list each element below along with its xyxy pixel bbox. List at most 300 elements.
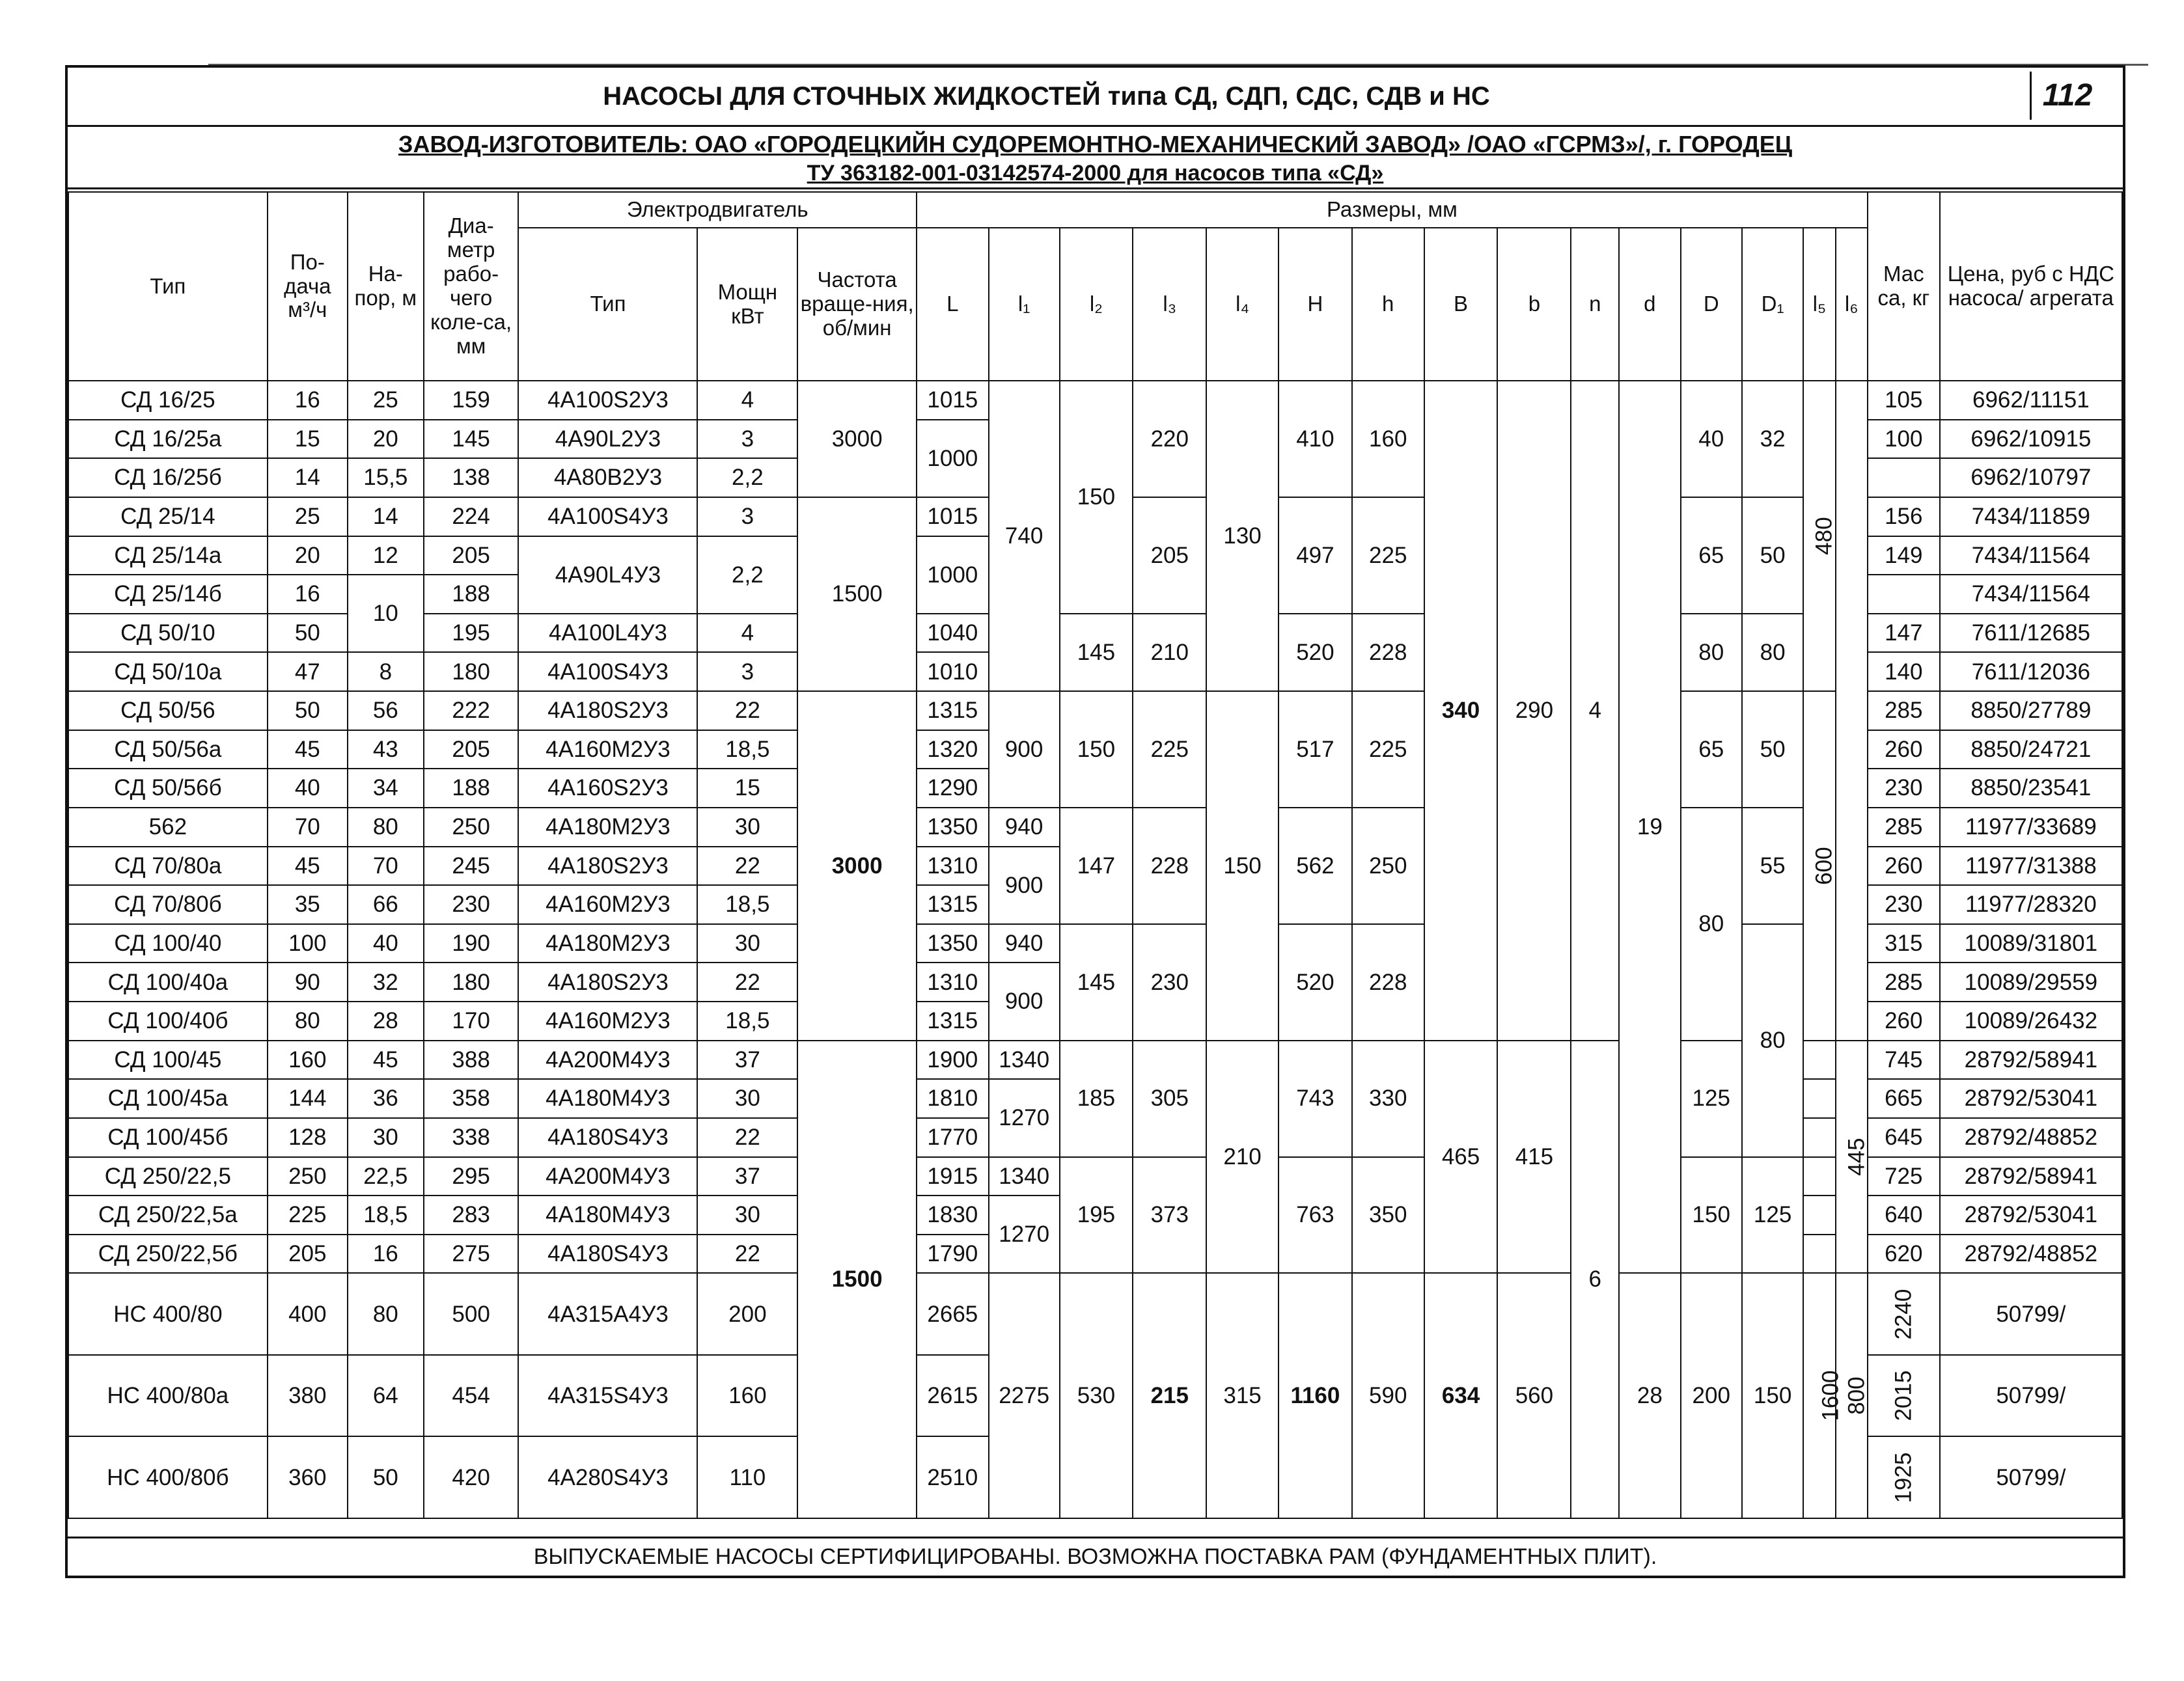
cell-L: 1915 bbox=[917, 1157, 989, 1196]
cell-l5-empty bbox=[1803, 1235, 1835, 1274]
hdr-speed: Частота враще-ния, об/мин bbox=[797, 228, 917, 381]
cell-type: СД 100/45а bbox=[68, 1079, 268, 1118]
cell-D: 65 bbox=[1681, 497, 1742, 614]
cell-L: 1310 bbox=[917, 847, 989, 886]
cell-h-dim: 225 bbox=[1352, 691, 1424, 808]
cell-l5-empty bbox=[1803, 1157, 1835, 1196]
cell-price: 50799/ bbox=[1940, 1273, 2122, 1355]
cell-motor: 4А180S2У3 bbox=[518, 691, 697, 730]
cell-flow: 45 bbox=[268, 847, 348, 886]
cell-H: 743 bbox=[1279, 1041, 1352, 1157]
cell-price: 50799/ bbox=[1940, 1355, 2122, 1437]
cell-head: 16 bbox=[348, 1235, 424, 1274]
cell-mass: 285 bbox=[1868, 963, 1940, 1002]
cell-L: 1315 bbox=[917, 691, 989, 730]
cell-D1: 150 bbox=[1742, 1273, 1803, 1518]
cell-mass: 260 bbox=[1868, 1002, 1940, 1041]
cell-motor: 4А160S2У3 bbox=[518, 769, 697, 808]
hdr-n: n bbox=[1571, 228, 1619, 381]
cell-D: 200 bbox=[1681, 1273, 1742, 1518]
cell-mass bbox=[1868, 1436, 1940, 1518]
hdr-dims-group: Размеры, мм bbox=[917, 192, 1868, 228]
cell-motor: 4А180М4У3 bbox=[518, 1196, 697, 1235]
cell-head: 36 bbox=[348, 1079, 424, 1118]
cell-L: 1770 bbox=[917, 1118, 989, 1157]
cell-power: 2,2 bbox=[697, 536, 797, 614]
cell-motor: 4А80В2У3 bbox=[518, 458, 697, 497]
cell-motor: 4А90L4У3 bbox=[518, 536, 697, 614]
cell-type: НС 400/80а bbox=[68, 1355, 268, 1437]
cell-motor: 4А100L4У3 bbox=[518, 614, 697, 653]
cell-flow: 50 bbox=[268, 614, 348, 653]
cell-head: 56 bbox=[348, 691, 424, 730]
l5-1600-label: 1600 bbox=[1818, 1370, 1844, 1421]
l5-480-label: 480 bbox=[1811, 517, 1837, 555]
cell-D1: 32 bbox=[1742, 381, 1803, 497]
cell-type: СД 50/56б bbox=[68, 769, 268, 808]
cell-diameter: 420 bbox=[424, 1436, 519, 1518]
cell-head: 32 bbox=[348, 963, 424, 1002]
cell-power: 30 bbox=[697, 924, 797, 963]
cell-price: 7434/11564 bbox=[1940, 536, 2122, 575]
cell-price: 7434/11859 bbox=[1940, 497, 2122, 536]
cell-type: СД 50/56 bbox=[68, 691, 268, 730]
cell-D: 80 bbox=[1681, 614, 1742, 691]
cell-head: 66 bbox=[348, 885, 424, 924]
cell-mass: 100 bbox=[1868, 420, 1940, 459]
hdr-motor-type: Тип bbox=[518, 228, 697, 381]
cell-motor: 4А280S4У3 bbox=[518, 1436, 697, 1518]
hdr-type: Тип bbox=[68, 192, 268, 381]
cell-L: 1015 bbox=[917, 381, 989, 420]
cell-h-dim: 160 bbox=[1352, 381, 1424, 497]
cell-type: НС 400/80 bbox=[68, 1273, 268, 1355]
cell-l3: 373 bbox=[1133, 1157, 1206, 1274]
cell-power: 30 bbox=[697, 1196, 797, 1235]
cell-mass: 149 bbox=[1868, 536, 1940, 575]
cell-speed: 3000 bbox=[797, 381, 917, 497]
table-row bbox=[68, 1273, 2122, 1355]
cell-price: 11977/31388 bbox=[1940, 847, 2122, 886]
cell-mass: 645 bbox=[1868, 1118, 1940, 1157]
cell-l2: 145 bbox=[1060, 614, 1133, 691]
cell-L: 1310 bbox=[917, 963, 989, 1002]
cell-H: 1160 bbox=[1279, 1273, 1352, 1518]
cell-price: 6962/10915 bbox=[1940, 420, 2122, 459]
hdr-head: На-пор, м bbox=[348, 192, 424, 381]
cell-mass: 140 bbox=[1868, 652, 1940, 691]
cell-head: 64 bbox=[348, 1355, 424, 1437]
hdr-motor-group: Электродвигатель bbox=[518, 192, 916, 228]
cell-power: 4 bbox=[697, 614, 797, 653]
cell-mass: 285 bbox=[1868, 691, 1940, 730]
hdr-mass: Мас са, кг bbox=[1868, 192, 1940, 381]
cell-l2: 147 bbox=[1060, 808, 1133, 924]
cell-motor: 4А160М2У3 bbox=[518, 730, 697, 769]
cell-n: 6 bbox=[1571, 1041, 1619, 1518]
cell-power: 22 bbox=[697, 963, 797, 1002]
cell-flow: 40 bbox=[268, 769, 348, 808]
cell-h-dim: 228 bbox=[1352, 614, 1424, 691]
hdr-b: b bbox=[1497, 228, 1571, 381]
table-row bbox=[68, 691, 2122, 730]
cell-motor: 4А160М2У3 bbox=[518, 1002, 697, 1041]
cell-type: СД 50/56а bbox=[68, 730, 268, 769]
cell-power: 15 bbox=[697, 769, 797, 808]
cell-L: 1350 bbox=[917, 924, 989, 963]
table-row bbox=[68, 1041, 2122, 1080]
cell-diameter: 138 bbox=[424, 458, 519, 497]
cell-flow: 16 bbox=[268, 575, 348, 614]
cell-power: 4 bbox=[697, 381, 797, 420]
hdr-l1: l₁ bbox=[989, 228, 1060, 381]
cell-head: 50 bbox=[348, 1436, 424, 1518]
cell-head: 10 bbox=[348, 575, 424, 652]
cell-motor: 4А315А4У3 bbox=[518, 1273, 697, 1355]
footer-note: ВЫПУСКАЕМЫЕ НАСОСЫ СЕРТИФИЦИРОВАНЫ. ВОЗМОЖНА ПОСТАВКА РАМ (ФУНДАМЕНТНЫХ ПЛИТ). bbox=[68, 1537, 2123, 1576]
cell-L: 1000 bbox=[917, 420, 989, 497]
cell-L: 1010 bbox=[917, 652, 989, 691]
cell-l1: 900 bbox=[989, 963, 1060, 1040]
cell-l2: 530 bbox=[1060, 1273, 1133, 1518]
cell-mass: 745 bbox=[1868, 1041, 1940, 1080]
cell-flow: 14 bbox=[268, 458, 348, 497]
cell-l1: 900 bbox=[989, 847, 1060, 924]
cell-l2: 145 bbox=[1060, 924, 1133, 1041]
cell-diameter: 454 bbox=[424, 1355, 519, 1437]
cell-H: 562 bbox=[1279, 808, 1352, 924]
cell-l6-empty bbox=[1836, 381, 1868, 1041]
cell-type: СД 50/10а bbox=[68, 652, 268, 691]
cell-h-dim: 228 bbox=[1352, 924, 1424, 1041]
cell-price: 8850/24721 bbox=[1940, 730, 2122, 769]
cell-mass: 285 bbox=[1868, 808, 1940, 847]
cell-l2: 150 bbox=[1060, 381, 1133, 614]
cell-l1: 1340 bbox=[989, 1041, 1060, 1080]
cell-l5-empty bbox=[1803, 1041, 1835, 1080]
cell-H: 763 bbox=[1279, 1157, 1352, 1274]
cell-D: 65 bbox=[1681, 691, 1742, 808]
hdr-flow: По-дача м³/ч bbox=[268, 192, 348, 381]
cell-diameter: 283 bbox=[424, 1196, 519, 1235]
hdr-h: h bbox=[1352, 228, 1424, 381]
cell-type: СД 16/25 bbox=[68, 381, 268, 420]
cell-mass: 105 bbox=[1868, 381, 1940, 420]
cell-h-dim: 350 bbox=[1352, 1157, 1424, 1274]
cell-D1: 55 bbox=[1742, 808, 1803, 924]
hdr-H: H bbox=[1279, 228, 1352, 381]
cell-L: 1000 bbox=[917, 536, 989, 614]
cell-mass: 147 bbox=[1868, 614, 1940, 653]
cell-L: 1810 bbox=[917, 1079, 989, 1118]
cell-l1: 1340 bbox=[989, 1157, 1060, 1196]
cell-D1: 80 bbox=[1742, 614, 1803, 691]
cell-power: 3 bbox=[697, 497, 797, 536]
cell-flow: 225 bbox=[268, 1196, 348, 1235]
cell-price: 11977/33689 bbox=[1940, 808, 2122, 847]
hdr-l2: l₂ bbox=[1060, 228, 1133, 381]
cell-flow: 160 bbox=[268, 1041, 348, 1080]
cell-type: СД 50/10 bbox=[68, 614, 268, 653]
cell-type: СД 70/80а bbox=[68, 847, 268, 886]
cell-l1: 1270 bbox=[989, 1079, 1060, 1156]
cell-l3: 205 bbox=[1133, 497, 1206, 614]
cell-l3: 210 bbox=[1133, 614, 1206, 691]
cell-price: 11977/28320 bbox=[1940, 885, 2122, 924]
cell-l2: 195 bbox=[1060, 1157, 1133, 1274]
cell-mass: 230 bbox=[1868, 769, 1940, 808]
cell-price: 28792/58941 bbox=[1940, 1041, 2122, 1080]
cell-diameter: 180 bbox=[424, 963, 519, 1002]
cell-diameter: 358 bbox=[424, 1079, 519, 1118]
cell-l5-empty bbox=[1803, 1196, 1835, 1235]
cell-diameter: 195 bbox=[424, 614, 519, 653]
cell-power: 3 bbox=[697, 652, 797, 691]
cell-price: 28792/53041 bbox=[1940, 1079, 2122, 1118]
cell-motor: 4А160М2У3 bbox=[518, 885, 697, 924]
cell-flow: 45 bbox=[268, 730, 348, 769]
cell-H: 410 bbox=[1279, 381, 1352, 497]
cell-motor: 4А100S4У3 bbox=[518, 652, 697, 691]
cell-type: 562 bbox=[68, 808, 268, 847]
cell-h-dim: 590 bbox=[1352, 1273, 1424, 1518]
cell-diameter: 190 bbox=[424, 924, 519, 963]
hdr-D: D bbox=[1681, 228, 1742, 381]
cell-head: 80 bbox=[348, 808, 424, 847]
hdr-diameter: Диа-метр рабо-чего коле-са, мм bbox=[424, 192, 519, 381]
cell-head: 18,5 bbox=[348, 1196, 424, 1235]
cell-l5-empty bbox=[1803, 1118, 1835, 1157]
cell-power: 22 bbox=[697, 1118, 797, 1157]
cell-price: 6962/11151 bbox=[1940, 381, 2122, 420]
cell-mass: 230 bbox=[1868, 885, 1940, 924]
cell-L: 1790 bbox=[917, 1235, 989, 1274]
page-number: 112 bbox=[2030, 72, 2103, 120]
cell-diameter: 245 bbox=[424, 847, 519, 886]
cell-flow: 80 bbox=[268, 1002, 348, 1041]
cell-price: 10089/29559 bbox=[1940, 963, 2122, 1002]
cell-speed: 3000 bbox=[797, 691, 917, 1041]
cell-speed: 1500 bbox=[797, 497, 917, 691]
cell-b: 560 bbox=[1497, 1273, 1571, 1518]
cell-motor: 4А200М4У3 bbox=[518, 1041, 697, 1080]
cell-H: 520 bbox=[1279, 614, 1352, 691]
cell-head: 15,5 bbox=[348, 458, 424, 497]
cell-flow: 144 bbox=[268, 1079, 348, 1118]
cell-diameter: 205 bbox=[424, 730, 519, 769]
hdr-d: d bbox=[1619, 228, 1680, 381]
cell-d: 28 bbox=[1619, 1273, 1680, 1518]
cell-l3: 215 bbox=[1133, 1273, 1206, 1518]
table-row bbox=[68, 1157, 2122, 1196]
cell-l3: 230 bbox=[1133, 924, 1206, 1041]
cell-price: 50799/ bbox=[1940, 1436, 2122, 1518]
cell-flow: 250 bbox=[268, 1157, 348, 1196]
cell-L: 1290 bbox=[917, 769, 989, 808]
cell-L: 1015 bbox=[917, 497, 989, 536]
hdr-D1: D₁ bbox=[1742, 228, 1803, 381]
cell-power: 3 bbox=[697, 420, 797, 459]
cell-flow: 50 bbox=[268, 691, 348, 730]
cell-type: НС 400/80б bbox=[68, 1436, 268, 1518]
cell-power: 18,5 bbox=[697, 1002, 797, 1041]
cell-motor: 4А180S4У3 bbox=[518, 1118, 697, 1157]
cell-mass bbox=[1868, 1355, 1940, 1437]
cell-price: 10089/26432 bbox=[1940, 1002, 2122, 1041]
cell-L: 2510 bbox=[917, 1436, 989, 1518]
cell-power: 160 bbox=[697, 1355, 797, 1437]
cell-flow: 16 bbox=[268, 381, 348, 420]
cell-diameter: 275 bbox=[424, 1235, 519, 1274]
cell-power: 18,5 bbox=[697, 730, 797, 769]
cell-motor: 4А180S2У3 bbox=[518, 963, 697, 1002]
cell-head: 20 bbox=[348, 420, 424, 459]
cell-D: 150 bbox=[1681, 1157, 1742, 1274]
pump-spec-table bbox=[68, 191, 2123, 1519]
cell-head: 43 bbox=[348, 730, 424, 769]
cell-motor: 4А180М2У3 bbox=[518, 808, 697, 847]
cell-n: 4 bbox=[1571, 381, 1619, 1041]
cell-type: СД 70/80б bbox=[68, 885, 268, 924]
cell-type: СД 250/22,5 bbox=[68, 1157, 268, 1196]
cell-flow: 400 bbox=[268, 1273, 348, 1355]
cell-power: 37 bbox=[697, 1041, 797, 1080]
cell-type: СД 100/40а bbox=[68, 963, 268, 1002]
cell-power: 37 bbox=[697, 1157, 797, 1196]
cell-flow: 25 bbox=[268, 497, 348, 536]
cell-price: 7611/12685 bbox=[1940, 614, 2122, 653]
l5-600-label: 600 bbox=[1811, 847, 1837, 885]
hdr-power: Мощн кВт bbox=[697, 228, 797, 381]
cell-l2: 185 bbox=[1060, 1041, 1133, 1157]
cell-L: 1315 bbox=[917, 1002, 989, 1041]
cell-type: СД 250/22,5а bbox=[68, 1196, 268, 1235]
cell-l5 bbox=[1803, 381, 1835, 691]
cell-l2: 150 bbox=[1060, 691, 1133, 808]
cell-motor: 4А180S2У3 bbox=[518, 847, 697, 886]
cell-head: 80 bbox=[348, 1273, 424, 1355]
cell-H: 520 bbox=[1279, 924, 1352, 1041]
cell-l4: 150 bbox=[1206, 691, 1279, 1041]
tu-line: ТУ 363182-001-03142574-2000 для насосов типа «СД» bbox=[68, 159, 2123, 189]
cell-L: 1320 bbox=[917, 730, 989, 769]
hdr-l5: l₅ bbox=[1803, 228, 1835, 381]
cell-power: 22 bbox=[697, 1235, 797, 1274]
cell-mass: 640 bbox=[1868, 1196, 1940, 1235]
cell-price: 8850/23541 bbox=[1940, 769, 2122, 808]
cell-diameter: 188 bbox=[424, 769, 519, 808]
cell-h-dim: 330 bbox=[1352, 1041, 1424, 1157]
cell-flow: 100 bbox=[268, 924, 348, 963]
cell-type: СД 100/40б bbox=[68, 1002, 268, 1041]
cell-flow: 35 bbox=[268, 885, 348, 924]
cell-price: 28792/48852 bbox=[1940, 1235, 2122, 1274]
cell-type: СД 25/14а bbox=[68, 536, 268, 575]
cell-mass: 665 bbox=[1868, 1079, 1940, 1118]
cell-power: 200 bbox=[697, 1273, 797, 1355]
cell-diameter: 170 bbox=[424, 1002, 519, 1041]
cell-head: 40 bbox=[348, 924, 424, 963]
cell-power: 22 bbox=[697, 847, 797, 886]
cell-mass: 620 bbox=[1868, 1235, 1940, 1274]
mass-vertical: 1925 bbox=[1890, 1452, 1916, 1503]
cell-B: 465 bbox=[1424, 1041, 1498, 1274]
cell-head: 34 bbox=[348, 769, 424, 808]
cell-l4: 315 bbox=[1206, 1273, 1279, 1518]
hdr-l6: l₆ bbox=[1836, 228, 1868, 381]
cell-l1: 940 bbox=[989, 924, 1060, 963]
mass-vertical: 2015 bbox=[1890, 1370, 1916, 1421]
cell-diameter: 159 bbox=[424, 381, 519, 420]
cell-mass: 315 bbox=[1868, 924, 1940, 963]
cell-flow: 360 bbox=[268, 1436, 348, 1518]
cell-price: 28792/58941 bbox=[1940, 1157, 2122, 1196]
cell-l5 bbox=[1803, 1273, 1844, 1518]
cell-motor: 4А100S4У3 bbox=[518, 497, 697, 536]
cell-D1: 50 bbox=[1742, 691, 1803, 808]
mass-vertical: 2240 bbox=[1890, 1289, 1916, 1340]
cell-type: СД 100/45б bbox=[68, 1118, 268, 1157]
cell-mass: 725 bbox=[1868, 1157, 1940, 1196]
cell-mass: 156 bbox=[1868, 497, 1940, 536]
cell-l5 bbox=[1803, 691, 1835, 1041]
cell-l1: 740 bbox=[989, 381, 1060, 691]
cell-b: 415 bbox=[1497, 1041, 1571, 1274]
cell-L: 2665 bbox=[917, 1273, 989, 1355]
hdr-L: L bbox=[917, 228, 989, 381]
cell-l6 bbox=[1836, 1041, 1868, 1274]
cell-diameter: 222 bbox=[424, 691, 519, 730]
manufacturer-line: ЗАВОД-ИЗГОТОВИТЕЛЬ: ОАО «ГОРОДЕЦКИЙН СУДОРЕМОНТНО-МЕХАНИЧЕСКИЙ ЗАВОД» /ОАО «ГСРМЗ»/, г. ГОРОДЕЦ bbox=[398, 131, 1793, 157]
cell-power: 2,2 bbox=[697, 458, 797, 497]
cell-L: 2615 bbox=[917, 1355, 989, 1437]
cell-type: СД 100/45 bbox=[68, 1041, 268, 1080]
cell-head: 22,5 bbox=[348, 1157, 424, 1196]
cell-diameter: 295 bbox=[424, 1157, 519, 1196]
cell-l1: 2275 bbox=[989, 1273, 1060, 1518]
cell-h-dim: 225 bbox=[1352, 497, 1424, 614]
cell-l3: 305 bbox=[1133, 1041, 1206, 1157]
cell-L: 1350 bbox=[917, 808, 989, 847]
cell-b: 290 bbox=[1497, 381, 1571, 1041]
cell-head: 12 bbox=[348, 536, 424, 575]
cell-price: 8850/27789 bbox=[1940, 691, 2122, 730]
cell-flow: 128 bbox=[268, 1118, 348, 1157]
cell-D1: 80 bbox=[1742, 924, 1803, 1157]
cell-l3: 220 bbox=[1133, 381, 1206, 497]
cell-head: 70 bbox=[348, 847, 424, 886]
cell-flow: 20 bbox=[268, 536, 348, 575]
cell-diameter: 224 bbox=[424, 497, 519, 536]
cell-D: 40 bbox=[1681, 381, 1742, 497]
cell-flow: 47 bbox=[268, 652, 348, 691]
cell-price: 28792/53041 bbox=[1940, 1196, 2122, 1235]
cell-price: 7611/12036 bbox=[1940, 652, 2122, 691]
cell-l1: 940 bbox=[989, 808, 1060, 847]
cell-head: 25 bbox=[348, 381, 424, 420]
cell-l3: 225 bbox=[1133, 691, 1206, 808]
cell-type: СД 16/25а bbox=[68, 420, 268, 459]
cell-head: 14 bbox=[348, 497, 424, 536]
cell-motor: 4А90L2У3 bbox=[518, 420, 697, 459]
cell-l1: 1270 bbox=[989, 1196, 1060, 1273]
cell-flow: 90 bbox=[268, 963, 348, 1002]
cell-H: 497 bbox=[1279, 497, 1352, 614]
cell-flow: 70 bbox=[268, 808, 348, 847]
cell-D: 125 bbox=[1681, 1041, 1742, 1157]
cell-l4: 210 bbox=[1206, 1041, 1279, 1274]
cell-L: 1830 bbox=[917, 1196, 989, 1235]
